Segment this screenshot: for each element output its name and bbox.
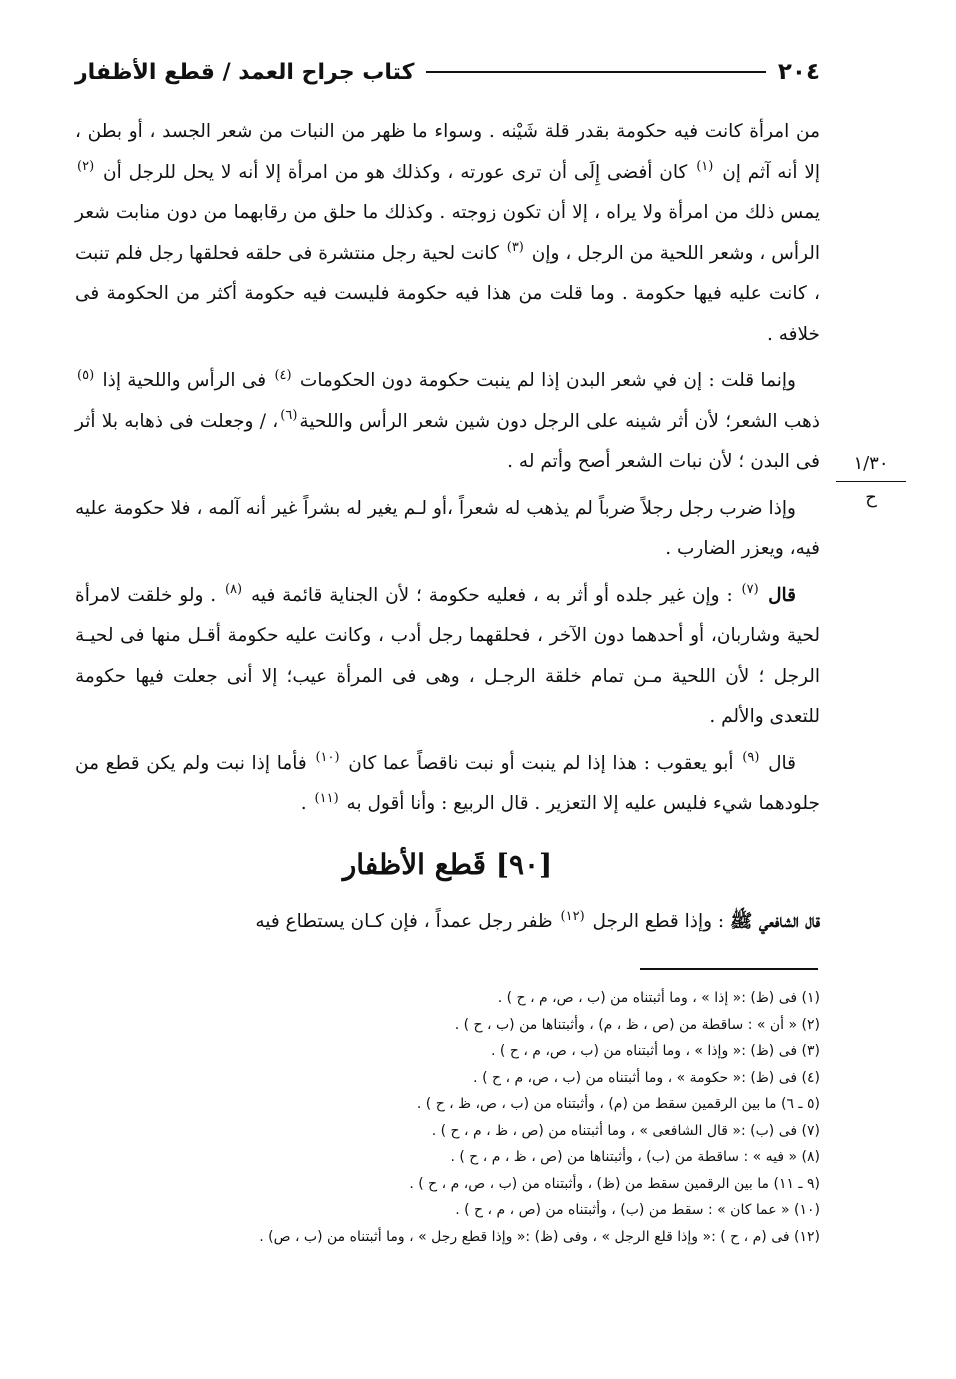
margin-siglum: ح xyxy=(865,487,877,508)
footnote-reference: (٨) xyxy=(224,582,243,598)
page-number: ٢٠٤ xyxy=(777,59,820,85)
footnote-reference: (١٢) xyxy=(560,908,585,924)
text-run: فأما إذا نبت ولم يكن قطع من جلودهما شيء فليس عليه إلا التعزير . قال الربيع : وأنا أقول به xyxy=(75,752,820,814)
section-opening-paragraph xyxy=(75,902,820,942)
footnote-reference: (٩) xyxy=(742,750,760,766)
footnote: (٣) فى (ظ) :« وإذا » ، وما أثبتناه من (ب ، ص، م ، ح ) . xyxy=(491,1043,820,1059)
text-run: كانت لحية رجل منتشرة فى حلقه فحلقها رجل فلم تنبت ، كانت عليه فيها حكومة . وما قلت من هذا فيه حكومة فليست فيه حكومة أكثر من الحكومة فى خلافه . xyxy=(75,242,820,345)
text-run: وإنما قلت : إن في شعر البدن إذا لم ينبت حكومة دون الحكومات xyxy=(293,370,796,391)
paragraph xyxy=(75,112,820,355)
footnote-reference: (٥) xyxy=(77,367,95,383)
running-header xyxy=(75,50,820,94)
footnote-reference: (٢) xyxy=(77,159,95,175)
section-heading: [٩٠] قَطع الأظفار xyxy=(342,848,553,881)
footnote-reference: (١٠) xyxy=(315,750,340,766)
text-run: ، / وجعلت فى ذهابه بلا أثر فى البدن ؛ لأن نبات الشعر أصح وأتم له . xyxy=(75,410,820,472)
footnote-reference: (٧) xyxy=(741,582,759,598)
text-run: قال xyxy=(761,752,797,774)
paragraph xyxy=(75,361,820,483)
footnote-reference: (٦) xyxy=(280,408,298,424)
header-rule xyxy=(426,71,766,73)
text-run: ظفر رجل عمداً ، فإن كـان يستطاع فيه xyxy=(255,911,559,932)
footnote: (٢) « أن » : ساقطة من (ص ، ظ ، م) ، وأثبتناها من (ب ، ح ) . xyxy=(454,1016,820,1033)
footnote: (١٠) « عما كان » : سقط من (ب) ، وأثبتناه من (ص ، م ، ح ) . xyxy=(455,1202,820,1218)
text-run: : وإذا قطع الرجل xyxy=(586,911,731,932)
text-run: وإذا ضرب رجل رجلاً ضرباً لم يذهب له شعراً ،أو لـم يغير له بشراً غير أنه آلمه ، فلا حكومة عليه فيه، ويعزر الضارب . xyxy=(75,497,820,559)
text-run: : وإن غير جلده أو أثر به ، فعليه حكومة ؛ لأن الجناية قائمة فيه xyxy=(244,584,740,606)
footnotes xyxy=(110,985,820,1250)
footnote: (٤) فى (ظ) :« حكومة » ، وما أثبتناه من (ب ، ص، م ، ح ) . xyxy=(473,1069,820,1086)
footnote-reference: (٤) xyxy=(274,367,292,383)
margin-manuscript-marker xyxy=(836,450,906,512)
paragraph xyxy=(75,489,820,570)
footnote-reference: (١) xyxy=(696,159,714,175)
text-run: فى الرأس واللحية إذا xyxy=(96,370,273,391)
footnote: (٧) فى (ب) :« قال الشافعى » ، وما أثبتناه من (ص ، ظ ، م ، ح ) . xyxy=(431,1122,820,1139)
text-run: كان أفضى إِلَى أن ترى عورته ، وكذلك هو من امرأة إلا أنه لا يحل للرجل أن xyxy=(96,161,695,183)
margin-folio: ١/٣٠ xyxy=(836,450,906,482)
text-run: أبو يعقوب : هذا إذا لم ينبت أو نبت ناقصاً عما كان xyxy=(341,752,741,774)
speaker-label: قال xyxy=(760,584,796,606)
speaker-label: قال الشافعي ﷺ xyxy=(730,911,820,932)
footnote: (٩ ـ ١١) ما بين الرقمين سقط من (ظ) ، وأثبتناه من (ب ، ص، م ، ح ) . xyxy=(409,1175,820,1192)
main-text xyxy=(75,112,820,831)
text-run: يمس ذلك من امرأة ولا يراه ، إلا أن تكون زوجته . وكذلك ما حلق من رقابهما من دون منابت شعر الرأس ، وشعر اللحية من الرجل ، وإن xyxy=(75,202,820,264)
text-run: . ولو خلقت لامرأة لحية وشاربان، أو أحدهما دون الآخر ، فحلقهما رجل أدب ، وكانت عليه حكومة أقـل منها فى لحيـة الرجل ؛ لأن اللحية مـن تمام خلقة الرجـل ، وهى فى المرأة عيب؛ إلا أنى جعلت فيها حكومة للتعدى والألم . xyxy=(75,584,820,727)
running-title: كتاب جراح العمد / قطع الأظفار xyxy=(75,59,415,85)
footnote-reference: (٣) xyxy=(506,240,524,256)
text-run: ذهب الشعر؛ لأن أثر شينه على الرجل دون شين شعر الرأس واللحية xyxy=(299,410,821,432)
footnote: (١٢) فى (م ، ح ) :« وإذا قلع الرجل » ، وفى (ظ) :« وإذا قطع رجل » ، وما أثبتناه من (ب ، ص) . xyxy=(259,1228,820,1245)
footnote: (٨) « فيه » : ساقطة من (ب) ، وأثبتناها من (ص ، ظ ، م ، ح ) . xyxy=(450,1149,820,1165)
footnote-reference: (١١) xyxy=(314,790,339,806)
footnote-separator xyxy=(640,968,818,970)
paragraph xyxy=(75,744,820,825)
footnote: (١) فى (ظ) :« إذا » ، وما أثبتناه من (ب ، ص، م ، ح ) . xyxy=(497,990,820,1006)
footnote: (٥ ـ ٦) ما بين الرقمين سقط من (م) ، وأثبتناه من (ب ، ص، ظ ، ح ) . xyxy=(416,1096,820,1112)
text-run: . xyxy=(300,793,313,814)
text-run: من امرأة كانت فيه حكومة بقدر قلة شَيْنه . وسواء ما ظهر من النبات من شعر الجسد ، أو بطن ، إلا أنه آثم إن xyxy=(75,121,821,183)
paragraph xyxy=(75,576,820,738)
